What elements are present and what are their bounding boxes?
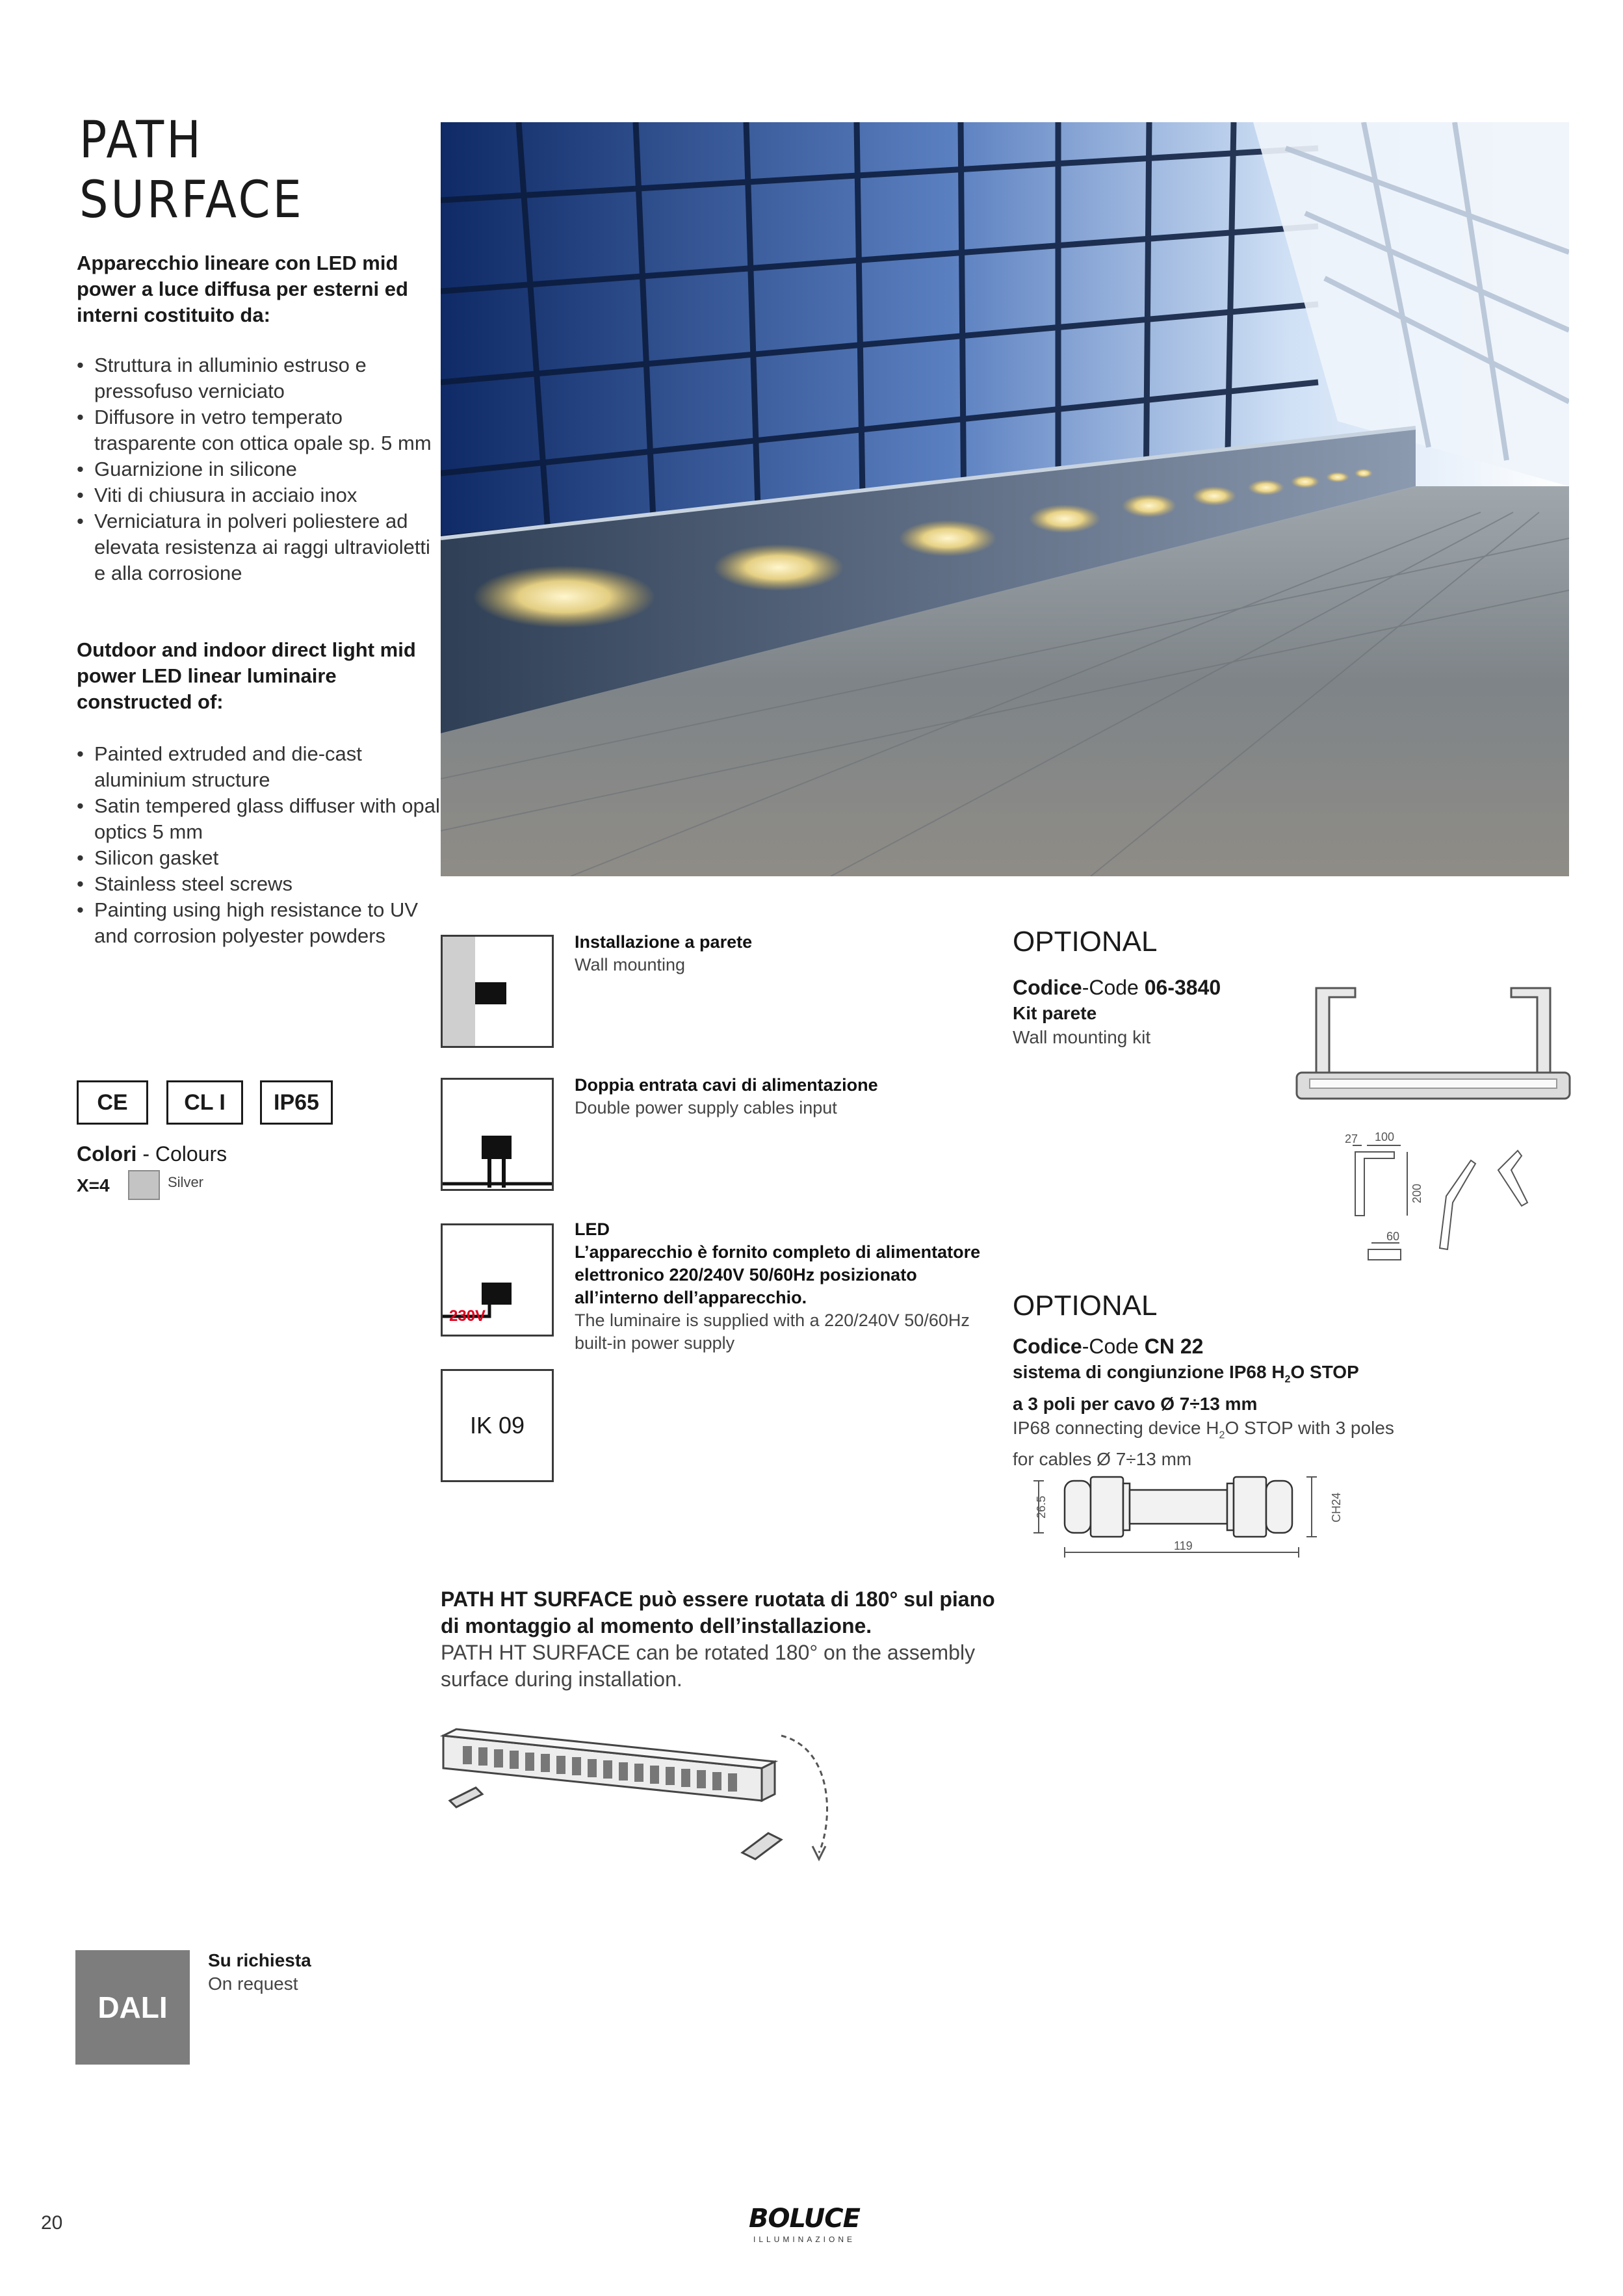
connector-drawing xyxy=(1006,1461,1383,1565)
dim-100: 100 xyxy=(1375,1130,1395,1143)
description-it-intro: Apparecchio lineare con LED mid power a luce diffusa per esterni ed interni costituito da: xyxy=(77,252,408,326)
optional-2-code-label-en: -Code xyxy=(1082,1335,1139,1358)
optional-2-desc-it-1: sistema di congiunzione IP68 $H_2O$ STOP xyxy=(1013,1362,1359,1385)
optional-1-code-label-it: Codice xyxy=(1013,976,1082,999)
wall-kit-drawing xyxy=(1290,975,1576,1287)
list-item: • Diffusore in vetro temperato trasparente con ottica opale sp. 5 mm xyxy=(77,404,441,456)
ce-mark-badge: CE xyxy=(77,1080,148,1125)
list-item: • Stainless steel screws xyxy=(77,871,441,897)
class-badge: CL I xyxy=(166,1080,243,1125)
optional-2-title: OPTIONAL xyxy=(1013,1290,1158,1322)
dim-27: 27 xyxy=(1345,1132,1358,1145)
double-cable-icon xyxy=(441,1078,554,1191)
list-item: • Painted extruded and die-cast aluminium structure xyxy=(77,741,441,793)
colors-label-en: Colours xyxy=(155,1142,227,1166)
feature-led-heading: LED xyxy=(575,1220,610,1239)
feature-double-cable xyxy=(575,1074,1004,1119)
boluce-logo xyxy=(747,2204,861,2256)
feature-wall-mounting xyxy=(575,931,1004,976)
optional-2-desc-it-2: a 3 poli per cavo Ø 7÷13 mm xyxy=(1013,1393,1258,1414)
dali-badge: DALI xyxy=(75,1950,190,2065)
list-item: • Verniciatura in polveri poliestere ad elevata resistenza ai raggi ultravioletti e alla corrosione xyxy=(77,508,441,586)
dim-ch: CH24 xyxy=(1330,1492,1343,1522)
list-item: • Silicon gasket xyxy=(77,845,441,871)
list-item: • Satin tempered glass diffuser with opal optics 5 mm xyxy=(77,793,441,845)
optional-1-code-label-en: -Code xyxy=(1082,976,1139,999)
dali-note xyxy=(208,1949,311,1996)
wall-mounting-icon xyxy=(441,935,554,1048)
colors-label xyxy=(77,1142,227,1166)
feature-led xyxy=(575,1218,1004,1355)
feature-double-en: Double power supply cables input xyxy=(575,1098,837,1117)
optional-2-desc-en-2: for cables Ø 7÷13 mm xyxy=(1013,1449,1192,1470)
dim-60: 60 xyxy=(1386,1230,1400,1243)
dali-note-en: On request xyxy=(208,1974,298,1994)
feature-wall-it: Installazione a parete xyxy=(575,932,753,952)
voltage-label: 230V xyxy=(449,1307,486,1325)
title-line-1: PATH xyxy=(79,111,203,170)
hero-photo xyxy=(441,122,1569,876)
color-swatch-silver xyxy=(128,1170,160,1200)
rotation-note xyxy=(441,1586,1013,1693)
optional-2-details xyxy=(1013,1333,1468,1471)
power-supply-icon xyxy=(441,1223,554,1337)
optional-1-title: OPTIONAL xyxy=(1013,926,1158,958)
dim-200: 200 xyxy=(1410,1183,1423,1203)
description-en-intro: Outdoor and indoor direct light mid power LED linear luminaire constructed of: xyxy=(77,638,416,713)
dim-length: 119 xyxy=(1174,1539,1193,1552)
rotation-note-it: PATH HT SURFACE può essere ruotata di 180° sul piano di montaggio al momento dell’installazione. xyxy=(441,1587,995,1637)
optional-1-name-en: Wall mounting kit xyxy=(1013,1027,1151,1047)
list-item: • Guarnizione in silicone xyxy=(77,456,441,482)
color-swatch-label: Silver xyxy=(168,1174,204,1190)
airport-concourse-image xyxy=(441,122,1569,876)
dali-note-it: Su richiesta xyxy=(208,1950,311,1970)
color-code: X=4 xyxy=(77,1175,110,1195)
brand-name: BOLUCE xyxy=(749,2204,860,2234)
colors-separator: - xyxy=(136,1142,155,1166)
product-title xyxy=(79,111,304,230)
ip-rating-badge: IP65 xyxy=(260,1080,333,1125)
rotation-note-en: PATH HT SURFACE can be rotated 180° on the assembly surface during installation. xyxy=(441,1641,976,1691)
luminaire-rotation-drawing xyxy=(437,1723,853,1879)
list-item: • Painting using high resistance to UV and corrosion polyester powders xyxy=(77,897,441,949)
brand-sub: ILLUMINAZIONE xyxy=(753,2235,855,2244)
feature-led-it: L’apparecchio è fornito completo di alimentatore elettronico 220/240V 50/60Hz posizionato all’interno dell’apparecchio. xyxy=(575,1242,981,1307)
list-item: • Struttura in alluminio estruso e pressofuso verniciato xyxy=(77,352,441,404)
optional-2-code: CN 22 xyxy=(1144,1335,1204,1358)
colors-label-it: Colori xyxy=(77,1142,137,1166)
feature-led-en: The luminaire is supplied with a 220/240V 50/60Hz built-in power supply xyxy=(575,1311,970,1353)
list-item: • Viti di chiusura in acciaio inox xyxy=(77,482,441,508)
feature-wall-en: Wall mounting xyxy=(575,955,686,974)
optional-1-name-it: Kit parete xyxy=(1013,1003,1097,1023)
description-it-list xyxy=(77,352,441,586)
optional-2-desc-en-1: IP68 connecting device $H_2O$ STOP with 3 poles xyxy=(1013,1417,1394,1441)
impact-rating-icon: IK 09 xyxy=(441,1369,554,1482)
description-en-list xyxy=(77,741,441,949)
optional-1-code: 06-3840 xyxy=(1144,976,1221,999)
optional-2-code-label-it: Codice xyxy=(1013,1335,1082,1358)
title-line-2: SURFACE xyxy=(79,171,304,229)
feature-double-it: Doppia entrata cavi di alimentazione xyxy=(575,1075,878,1095)
page-number: 20 xyxy=(41,2212,63,2234)
dim-height: 26.5 xyxy=(1035,1495,1048,1519)
